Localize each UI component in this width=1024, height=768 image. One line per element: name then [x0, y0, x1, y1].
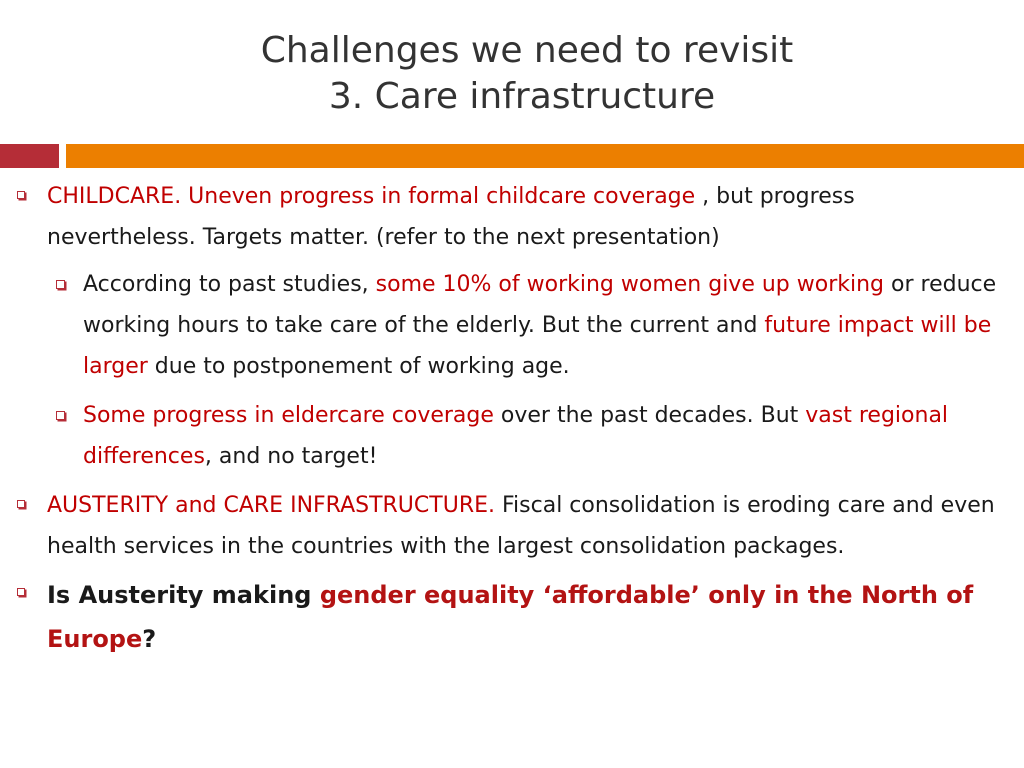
eldercare-highlight-1: Some progress in eldercare coverage: [83, 403, 494, 428]
childcare-text: , but progress nevertheless. Targets matter. (refer to the next presentation): [47, 184, 855, 250]
childcare-highlight: CHILDCARE. Uneven progress in formal childcare coverage: [47, 184, 696, 209]
eldercare-text-1: over the past decades. But: [493, 403, 806, 428]
accent-bar-orange: [66, 144, 1024, 168]
bullet-question: [0, 573, 1024, 661]
bullet-austerity: [0, 485, 1024, 567]
eldercare-text-2: , and no target!: [204, 444, 378, 469]
eldercare-highlight-2: vast regional differences: [83, 403, 949, 469]
title-line-1: Challenges we need to revisit: [260, 30, 794, 71]
question-highlight: gender equality ‘affordable’ only in the North of Europe: [47, 581, 974, 653]
austerity-text: Fiscal consolidation is eroding care and even health services in the countries with the largest consolidation packages.: [47, 493, 995, 559]
slide-title: [0, 28, 1024, 120]
bullet-elderly-care: [0, 264, 1024, 387]
slide-body: [0, 176, 1024, 661]
elderly-text-2: or reduce working hours to take care of the elderly. But the current and: [83, 272, 997, 338]
bullet-childcare: [0, 176, 1024, 258]
question-mark: ?: [142, 625, 157, 653]
elderly-highlight-2: future impact will be larger: [83, 313, 992, 379]
square-bullet-icon: [17, 191, 25, 199]
square-bullet-icon: [56, 411, 65, 420]
elderly-text-1: According to past studies,: [83, 272, 376, 297]
square-bullet-icon: [17, 588, 25, 596]
elderly-text-3: due to postponement of working age.: [147, 354, 570, 379]
square-bullet-icon: [56, 280, 65, 289]
elderly-highlight-1: some 10% of working women give up working: [375, 272, 885, 297]
bullet-eldercare-coverage: [0, 395, 1024, 477]
accent-bar-red: [0, 144, 59, 168]
question-text-1: Is Austerity making: [47, 581, 320, 609]
austerity-highlight: AUSTERITY and CARE INFRASTRUCTURE.: [47, 493, 495, 518]
title-line-2: 3. Care infrastructure: [328, 76, 716, 117]
square-bullet-icon: [17, 500, 25, 508]
